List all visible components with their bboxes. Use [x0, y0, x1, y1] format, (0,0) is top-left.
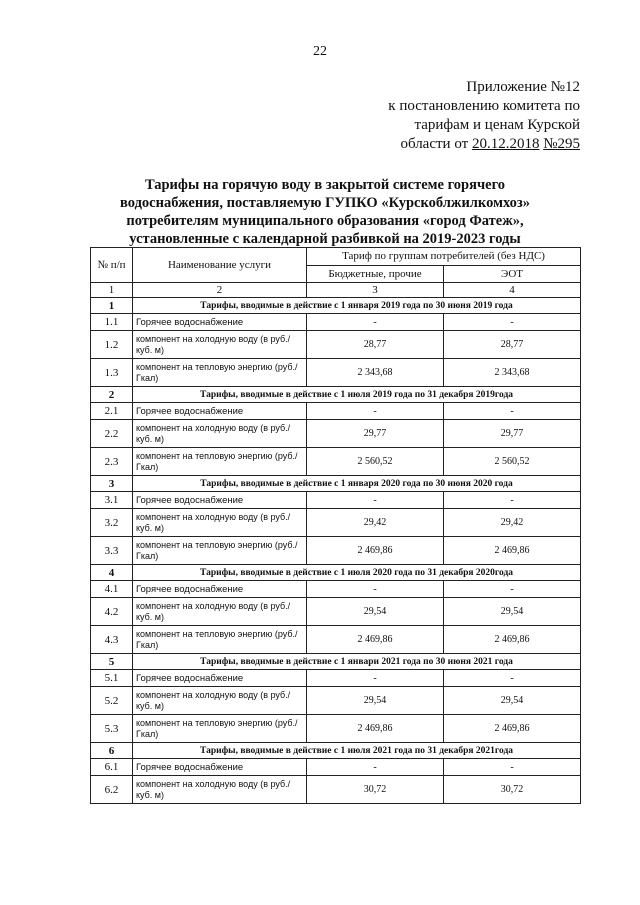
- title-line-1: Тарифы на горячую воду в закрытой системе горячего: [144, 177, 506, 193]
- tariff-eot: 2 469,86: [444, 626, 581, 654]
- tariff-budget: -: [307, 314, 444, 331]
- service-name: Горячее водоснабжение: [133, 670, 307, 687]
- row-number: 2.1: [91, 403, 133, 420]
- column-numbers-row: [91, 283, 581, 298]
- section-number: 5: [91, 654, 133, 670]
- tariff-eot: 29,54: [444, 687, 581, 715]
- section-title: Тарифы, вводимые в действие с 1 июля 2019 года по 31 декабря 2019года: [133, 387, 581, 403]
- service-name: компонент на холодную воду (в руб./куб. м): [133, 687, 307, 715]
- service-name: компонент на холодную воду (в руб./куб. м): [133, 776, 307, 804]
- table-row: [91, 359, 581, 387]
- page-number: 22: [313, 44, 327, 59]
- title-line-4: установленные с календарной разбивкой на 2019-2023 годы: [129, 231, 521, 247]
- section-title: Тарифы, вводимые в действие с 1 июля 2020 года по 31 декабря 2020года: [133, 565, 581, 581]
- tariff-budget: -: [307, 581, 444, 598]
- service-name: Горячее водоснабжение: [133, 314, 307, 331]
- table-row: [91, 537, 581, 565]
- service-name: компонент на тепловую энергию (руб./Гкал): [133, 626, 307, 654]
- section-row: [91, 476, 581, 492]
- service-name: компонент на тепловую энергию (руб./Гкал): [133, 537, 307, 565]
- table-row: [91, 314, 581, 331]
- section-title: Тарифы, вводимые в действие с 1 июля 2021 года по 31 декабря 2021года: [133, 743, 581, 759]
- tariff-eot: -: [444, 492, 581, 509]
- service-name: Горячее водоснабжение: [133, 759, 307, 776]
- table-row: [91, 331, 581, 359]
- tariff-budget: 29,54: [307, 598, 444, 626]
- tariff-eot: 29,42: [444, 509, 581, 537]
- tariff-eot: -: [444, 759, 581, 776]
- row-number: 4.1: [91, 581, 133, 598]
- tariff-budget: 29,42: [307, 509, 444, 537]
- tariff-eot: 29,77: [444, 420, 581, 448]
- header-tariff-group: Тариф по группам потребителей (без НДС): [307, 248, 581, 266]
- tariff-eot: -: [444, 670, 581, 687]
- service-name: компонент на холодную воду (в руб./куб. м): [133, 598, 307, 626]
- section-row: [91, 565, 581, 581]
- tariff-eot: 30,72: [444, 776, 581, 804]
- service-name: Горячее водоснабжение: [133, 403, 307, 420]
- tariff-eot: 2 469,86: [444, 537, 581, 565]
- tariff-eot: 2 469,86: [444, 715, 581, 743]
- tariff-budget: 2 469,86: [307, 715, 444, 743]
- row-number: 2.3: [91, 448, 133, 476]
- row-number: 1.2: [91, 331, 133, 359]
- row-number: 5.1: [91, 670, 133, 687]
- tariffs-table: [90, 247, 581, 804]
- service-name: компонент на холодную воду (в руб./куб. м): [133, 420, 307, 448]
- tariff-budget: 2 560,52: [307, 448, 444, 476]
- appendix-number: №295: [543, 136, 580, 152]
- table-row: [91, 492, 581, 509]
- tariff-budget: -: [307, 759, 444, 776]
- tariff-eot: 29,54: [444, 598, 581, 626]
- section-row: [91, 298, 581, 314]
- section-number: 3: [91, 476, 133, 492]
- service-name: компонент на холодную воду (в руб./куб. м): [133, 331, 307, 359]
- section-title: Тарифы, вводимые в действие с 1 январи 2021 года по 30 июня 2021 года: [133, 654, 581, 670]
- service-name: компонент на тепловую энергию (руб./Гкал): [133, 359, 307, 387]
- tariff-eot: -: [444, 403, 581, 420]
- row-number: 6.1: [91, 759, 133, 776]
- header-eot: ЭОТ: [444, 265, 581, 283]
- table-row: [91, 670, 581, 687]
- row-number: 4.3: [91, 626, 133, 654]
- tariff-budget: 2 469,86: [307, 537, 444, 565]
- column-number: 4: [444, 283, 581, 298]
- service-name: компонент на тепловую энергию (руб./Гкал): [133, 448, 307, 476]
- service-name: компонент на холодную воду (в руб./куб. м): [133, 509, 307, 537]
- header-budget: Бюджетные, прочие: [307, 265, 444, 283]
- tariff-budget: -: [307, 670, 444, 687]
- table-row: [91, 715, 581, 743]
- row-number: 6.2: [91, 776, 133, 804]
- table-row: [91, 403, 581, 420]
- section-number: 1: [91, 298, 133, 314]
- table-row: [91, 509, 581, 537]
- row-number: 1.1: [91, 314, 133, 331]
- appendix-line-1: Приложение №12: [466, 79, 580, 95]
- table-row: [91, 420, 581, 448]
- tariff-eot: -: [444, 581, 581, 598]
- tariff-eot: 2 343,68: [444, 359, 581, 387]
- service-name: Горячее водоснабжение: [133, 581, 307, 598]
- appendix-date: 20.12.2018: [471, 136, 540, 152]
- table-row: [91, 448, 581, 476]
- table-row: [91, 581, 581, 598]
- section-row: [91, 743, 581, 759]
- row-number: 5.2: [91, 687, 133, 715]
- column-number: 2: [133, 283, 307, 298]
- section-number: 2: [91, 387, 133, 403]
- row-number: 2.2: [91, 420, 133, 448]
- appendix-line-4: [350, 135, 580, 154]
- tariff-budget: 2 343,68: [307, 359, 444, 387]
- tariff-budget: 29,54: [307, 687, 444, 715]
- row-number: 3.1: [91, 492, 133, 509]
- appendix-line-3: тарифам и ценам Курской: [414, 117, 580, 133]
- table-row: [91, 598, 581, 626]
- tariff-budget: -: [307, 403, 444, 420]
- row-number: 4.2: [91, 598, 133, 626]
- row-number: 3.3: [91, 537, 133, 565]
- section-number: 4: [91, 565, 133, 581]
- row-number: 5.3: [91, 715, 133, 743]
- service-name: Горячее водоснабжение: [133, 492, 307, 509]
- table-row: [91, 626, 581, 654]
- tariff-budget: 29,77: [307, 420, 444, 448]
- appendix-line-2: к постановлению комитета по: [388, 98, 580, 114]
- tariff-eot: 2 560,52: [444, 448, 581, 476]
- header-num: № п/п: [91, 248, 133, 283]
- appendix-header: [350, 78, 580, 154]
- tariff-eot: -: [444, 314, 581, 331]
- section-title: Тарифы, вводимые в действие с 1 января 2020 года по 30 июня 2020 года: [133, 476, 581, 492]
- service-name: компонент на тепловую энергию (руб./Гкал): [133, 715, 307, 743]
- column-number: 3: [307, 283, 444, 298]
- table-row: [91, 759, 581, 776]
- tariff-budget: 28,77: [307, 331, 444, 359]
- table-header-row-1: [91, 248, 581, 266]
- section-row: [91, 387, 581, 403]
- document-title: [90, 176, 560, 248]
- header-service: Наименование услуги: [133, 248, 307, 283]
- section-number: 6: [91, 743, 133, 759]
- tariff-budget: -: [307, 492, 444, 509]
- section-row: [91, 654, 581, 670]
- tariff-budget: 2 469,86: [307, 626, 444, 654]
- column-number: 1: [91, 283, 133, 298]
- title-line-3: потребителям муниципального образования «город Фатеж»,: [126, 213, 524, 229]
- row-number: 3.2: [91, 509, 133, 537]
- tariff-budget: 30,72: [307, 776, 444, 804]
- tariff-eot: 28,77: [444, 331, 581, 359]
- title-line-2: водоснабжения, поставляемую ГУПКО «Курскоблжилкомхоз»: [120, 195, 530, 211]
- row-number: 1.3: [91, 359, 133, 387]
- appendix-date-prefix: области от: [400, 136, 472, 152]
- table-row: [91, 776, 581, 804]
- section-title: Тарифы, вводимые в действие с 1 января 2019 года по 30 июня 2019 года: [133, 298, 581, 314]
- table-row: [91, 687, 581, 715]
